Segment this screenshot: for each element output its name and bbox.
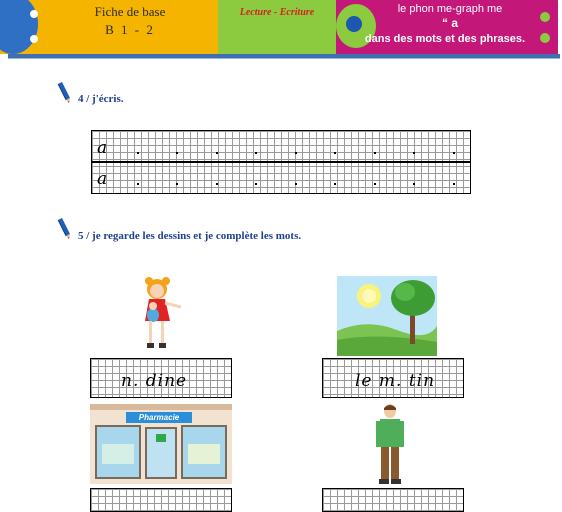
guide-dot <box>295 183 297 185</box>
word-to-complete: le m. tin <box>355 371 436 391</box>
man-illustration <box>373 403 407 487</box>
guide-dot <box>413 152 415 154</box>
word-grid[interactable] <box>90 358 232 398</box>
guide-dot <box>137 183 139 185</box>
pencil-icon <box>56 218 72 240</box>
pharmacy-sign-text: Pharmacie <box>138 413 180 422</box>
word-to-complete: n. dine <box>121 371 188 391</box>
girl-illustration <box>135 275 190 355</box>
guide-dot <box>453 152 455 154</box>
decorative-dot <box>540 33 550 43</box>
word-grid[interactable] <box>322 358 464 398</box>
guide-dot <box>334 183 336 185</box>
guide-dot <box>295 152 297 154</box>
guide-dot <box>137 152 139 154</box>
decorative-dot <box>30 10 38 18</box>
guide-dot <box>334 152 336 154</box>
model-letter: a <box>97 169 108 189</box>
guide-dot <box>374 152 376 154</box>
worksheet-level: B 1 - 2 <box>105 22 155 37</box>
decorative-dot <box>30 35 38 43</box>
pencil-icon <box>56 82 72 104</box>
guide-dot <box>176 183 178 185</box>
exercise-4-title: 4 / j'écris. <box>78 93 124 105</box>
guide-dot <box>255 183 257 185</box>
guide-dot <box>413 183 415 185</box>
phoneme-label: le phon me-graph me <box>397 3 503 15</box>
exercise-5-title: 5 / je regarde les dessins et je complète les mots. <box>78 230 302 242</box>
guide-dot <box>176 152 178 154</box>
landscape-illustration <box>337 276 437 356</box>
decorative-dot <box>540 12 550 22</box>
header-divider-light <box>8 58 560 59</box>
word-grid[interactable] <box>90 488 232 512</box>
subject-label: Lecture - Ecriture <box>239 7 315 18</box>
guide-dot <box>453 183 455 185</box>
guide-dot <box>216 183 218 185</box>
context-label: dans des mots et des phrases. <box>364 33 526 45</box>
grid-row-divider <box>92 161 470 163</box>
guide-dot <box>374 183 376 185</box>
worksheet-title: Fiche de base <box>94 4 166 19</box>
target-letter: “ a <box>441 16 458 30</box>
writing-grid[interactable] <box>91 130 471 194</box>
model-letter: a <box>97 138 108 158</box>
guide-dot <box>255 152 257 154</box>
guide-dot <box>216 152 218 154</box>
word-grid[interactable] <box>322 488 464 512</box>
